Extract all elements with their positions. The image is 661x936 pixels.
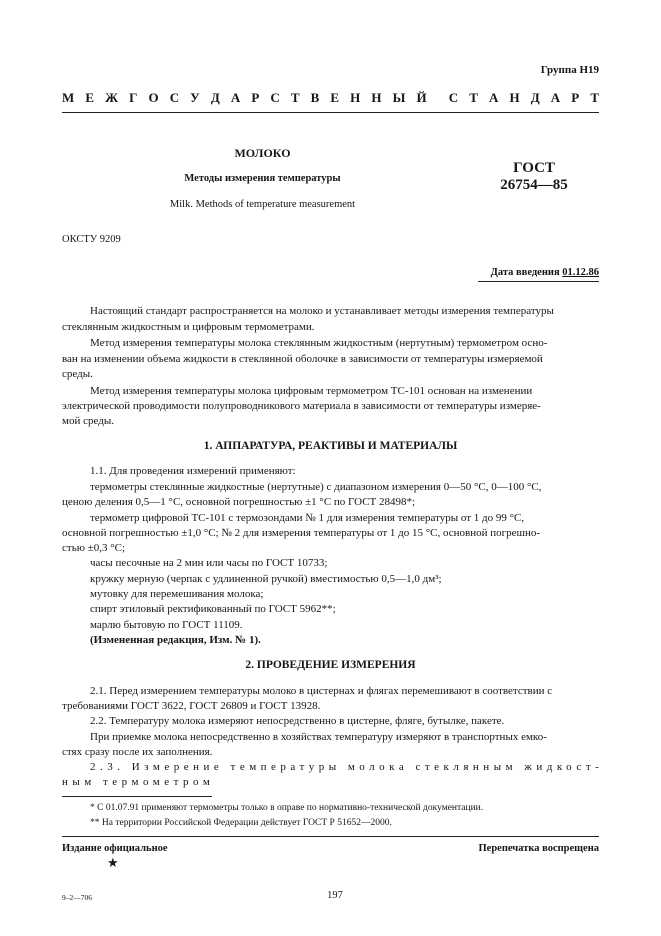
intro-paragraph-line: Настоящий стандарт распространяется на молоко и устанавливает методы измерения температуры [90,305,554,317]
date-divider [478,281,599,282]
footnote-2: ** На территории Российской Федерации действует ГОСТ Р 51652—2000. [90,818,392,828]
section-2-item: 2.2. Температуру молока измеряют непосредственно в цистерне, фляге, бутылке, пакете. [90,715,505,727]
heading-letter: С [270,90,280,105]
section-1-item: часы песочные на 2 мин или часы по ГОСТ 10733; [90,557,328,569]
gost-label: ГОСТ [513,160,555,176]
heading-letter: Е [85,90,95,105]
footnote-1: * С 01.07.91 применяют термометры только в оправе по нормативно-технической документации. [90,803,484,813]
gost-number: 26754—85 [500,177,568,193]
heading-letter: Н [371,90,382,105]
section-1-item: термометры стеклянные жидкостные (нертутные) с диапазоном измерения 0—50 °С, 0—100 °С, [90,481,542,493]
heading-letter: Ж [105,90,118,105]
print-code: 9–2—706 [62,893,92,902]
heading-letter: Н [509,90,520,105]
official-edition-label: Издание официальное [62,843,168,854]
heading-letter: А [230,90,241,105]
section-2-item: При приемке молока непосредственно в хозяйствах температуру измеряют в транспортных емко- [90,731,547,743]
heading-letter: С [448,90,459,105]
section-2-item: 2.1. Перед измерением температуры молоко в цистернах и флягах перемешивают в соответствии с [90,685,553,697]
heading-letter: Д [210,90,220,105]
english-title: Milk. Methods of temperature measurement [169,199,356,210]
heading-letter: М [62,90,75,105]
section-2-heading: 2. ПРОВЕДЕНИЕ ИЗМЕРЕНИЯ [245,659,416,671]
heading-letter: У [190,90,200,105]
footer-divider [62,836,599,837]
section-1-item: спирт этиловый ректификованный по ГОСТ 5962**; [90,603,336,615]
section-1-item: мутовку для перемешивания молока; [90,588,264,600]
section-1-item: марлю бытовую по ГОСТ 11109. [90,619,243,631]
section-1-item: термометр цифровой ТС-101 с термозондами № 1 для измерения температуры от 1 до 99 °С, [90,512,525,524]
amendment-note: (Измененная редакция, Изм. № 1). [90,634,261,646]
heading-letter: В [310,90,320,105]
header-divider [62,112,599,113]
section-1-item: ценою деления 0,5—1 °С, основной погрешностью ±1 °С по ГОСТ 28498*; [62,496,416,508]
heading-letter: Е [330,90,340,105]
classification-code: ОКСТУ 9209 [62,234,121,245]
section-1-item: 1.1. Для проведения измерений применяют: [90,465,296,477]
document-subtitle: Методы измерения температуры [184,173,341,184]
group-label: Группа Н19 [540,64,599,76]
star-icon: ★ [107,855,119,870]
heading-letter: С [169,90,180,105]
section-2-item: 2.3. Измерение температуры молока стеклянным жидкост- [90,761,604,773]
introduction-date [491,267,599,278]
section-2-item: требованиями ГОСТ 3622, ГОСТ 26809 и ГОСТ 13928. [62,700,321,712]
heading-letter: О [148,90,159,105]
intro-paragraph-line: стеклянным жидкостным и цифровым термометрами. [62,321,315,333]
section-2-item: ным термометром [62,776,215,788]
intro-paragraph-line: мой среды. [62,415,114,427]
heading-letter: Ы [392,90,406,105]
heading-letter: Т [290,90,300,105]
section-1-heading: 1. АППАРАТУРА, РЕАКТИВЫ И МАТЕРИАЛЫ [203,440,458,452]
heading-letter: А [489,90,499,105]
intro-paragraph-line: Метод измерения температуры молока стеклянным жидкостным (нертутным) термометром осно- [90,337,548,349]
intro-paragraph-line: Метод измерения температуры молока цифровым термометром ТС-101 основан на изменении [90,385,533,397]
heading-letter: А [550,90,561,105]
interstate-standard-heading [62,90,599,106]
heading-letter: Т [469,90,478,105]
heading-letter: Т [590,90,599,105]
intro-paragraph-line: электрической проводимости полупроводникового материала в зависимости от температуры измеряе- [62,400,541,412]
page-number: 197 [327,890,343,901]
introduction-date-value: 01.12.86 [562,267,599,278]
heading-letter: Р [571,90,580,105]
document-title: МОЛОКО [234,146,291,160]
section-2-item: стях сразу после их заполнения. [62,746,213,758]
heading-letter: Н [350,90,361,105]
intro-paragraph-line: ван на изменении объема жидкости в стеклянной оболочке в зависимости от температуры измеряемой [62,353,543,365]
section-1-item: основной погрешностью ±1,0 °С; № 2 для измерения температуры от 1 до 15 °С, основной погрешно- [62,527,541,539]
heading-letter: Д [530,90,540,105]
heading-letter: Й [416,90,427,105]
intro-paragraph-line: среды. [62,368,93,380]
reprint-prohibited-label: Перепечатка воспрещена [478,843,599,854]
footnote-divider [62,796,212,797]
heading-letter: Г [129,90,138,105]
section-1-item: стью ±0,3 °С; [62,542,126,554]
heading-letter: Р [251,90,260,105]
section-1-item: кружку мерную (черпак с удлиненной ручкой) вместимостью 0,5—1,0 дм³; [90,573,442,585]
introduction-date-label: Дата введения [490,267,560,278]
